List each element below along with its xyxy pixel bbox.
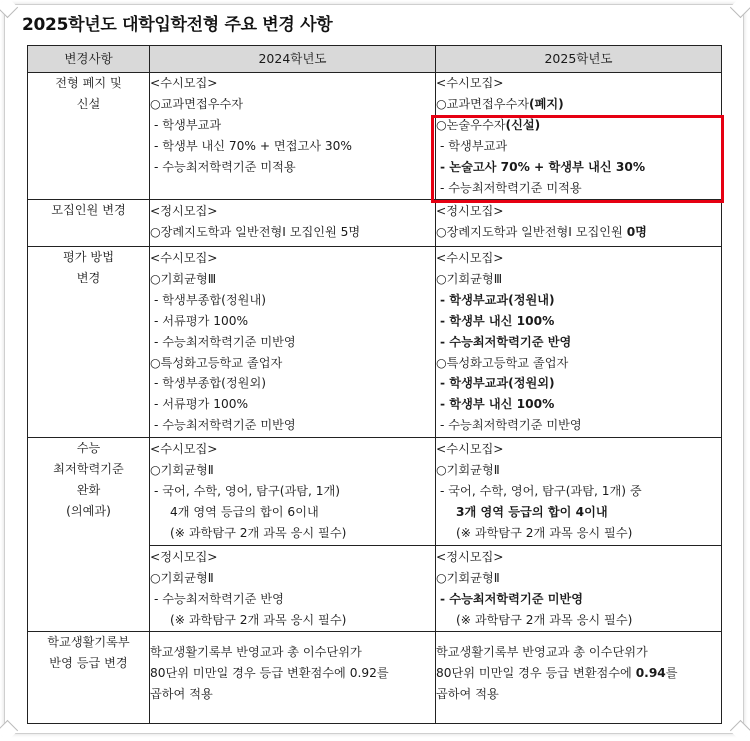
frame-corner: [730, 720, 750, 741]
row-category: 수능 최저학력기준 완화 (의예과): [28, 438, 150, 632]
header-2024: 2024학년도: [150, 46, 436, 73]
page-title: 2025학년도 대학입학전형 주요 변경 사항: [22, 15, 333, 35]
cell-2024: 학교생활기록부 반영교과 총 이수단위가 80단위 미만일 경우 등급 변환점수에 0.92를 곱하여 적용: [150, 632, 436, 724]
cell-2024: <정시모집> ○기회균형Ⅱ - 수능최저학력기준 반영 (※ 과학탐구 2개 과목 응시 필수): [150, 546, 436, 632]
header-2025: 2025학년도: [436, 46, 722, 73]
cell-2024: <수시모집> ○기회균형Ⅲ - 학생부종합(정원내) - 서류평가 100% - 수능최저학력기준 미반영 ○특성화고등학교 졸업자 - 학생부종합(정원외) - 서류평가 100% - 수능최저학력기준 미반영: [150, 247, 436, 438]
row-category: 평가 방법 변경: [28, 247, 150, 438]
cell-2025: 학교생활기록부 반영교과 총 이수단위가 80단위 미만일 경우 등급 변환점수에 0.94를 곱하여 적용: [436, 632, 722, 724]
cell-2024: <정시모집> ○장례지도학과 일반전형Ⅰ 모집인원 5명: [150, 200, 436, 247]
table-row: [28, 200, 722, 247]
table-row: [28, 247, 722, 438]
table-row: [28, 632, 722, 724]
frame-corner: [0, 0, 18, 18]
cell-2025: <정시모집> ○장례지도학과 일반전형Ⅰ 모집인원 0명: [436, 200, 722, 247]
table-header-row: [28, 46, 722, 73]
frame-corner: [730, 0, 750, 18]
header-category: 변경사항: [28, 46, 150, 73]
abolished-tag: (폐지): [529, 96, 564, 111]
table-row: [28, 438, 722, 546]
cell-2024: <수시모집> ○교과면접우수자 - 학생부교과 - 학생부 내신 70% + 면접고사 30% - 수능최저학력기준 미적용: [150, 73, 436, 200]
cell-2025: <수시모집> ○기회균형Ⅱ - 국어, 수학, 영어, 탐구(과탐, 1개) 중 3개 영역 등급의 합이 4이내 (※ 과학탐구 2개 과목 응시 필수): [436, 438, 722, 546]
frame-corner: [0, 720, 18, 741]
highlight-box: [431, 115, 724, 203]
cell-2025: <정시모집> ○기회균형Ⅱ - 수능최저학력기준 미반영 (※ 과학탐구 2개 과목 응시 필수): [436, 546, 722, 632]
row-category: 전형 폐지 및 신설: [28, 73, 150, 200]
new-tag: (신설): [505, 117, 541, 132]
cell-2025: <수시모집> ○교과면접우수자(폐지) ○논술우수자(신설) - 학생부교과 - 논술고사 70% + 학생부 내신 30% - 수능최저학력기준 미적용: [436, 73, 722, 200]
row-category: 학교생활기록부 반영 등급 변경: [28, 632, 150, 724]
cell-2025: <수시모집> ○기회균형Ⅲ - 학생부교과(정원내) - 학생부 내신 100% - 수능최저학력기준 반영 ○특성화고등학교 졸업자 - 학생부교과(정원외) - 학생부 내신 100% - 수능최저학력기준 미반영: [436, 247, 722, 438]
cell-2024: <수시모집> ○기회균형Ⅱ - 국어, 수학, 영어, 탐구(과탐, 1개) 4개 영역 등급의 합이 6이내 (※ 과학탐구 2개 과목 응시 필수): [150, 438, 436, 546]
row-category: 모집인원 변경: [28, 200, 150, 247]
